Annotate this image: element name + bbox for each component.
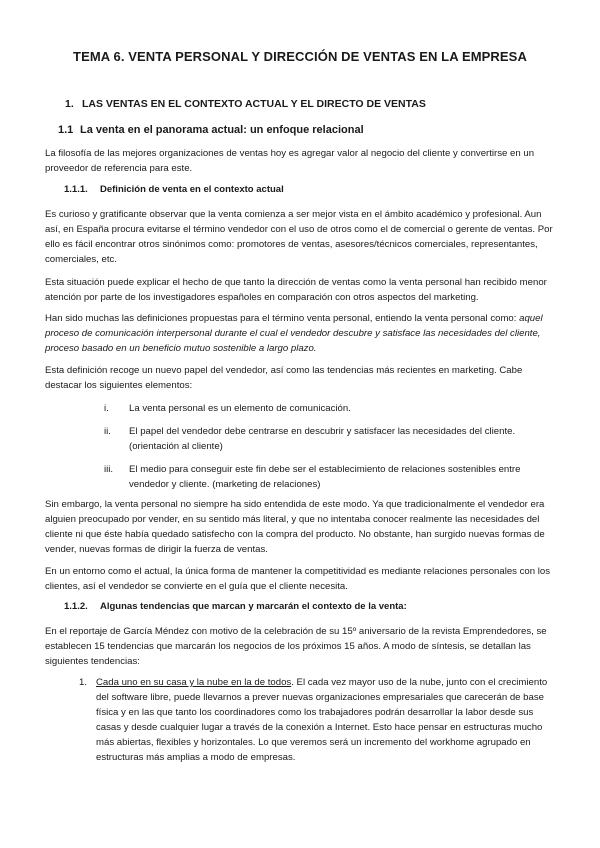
paragraph-philosophy: La filosofía de las mejores organizaciones de ventas hoy es agregar valor al negocio del cliente y convertirse en un proveedor de referencia para este. (45, 148, 535, 174)
section-heading-1-1-2 (64, 601, 407, 612)
list-text: El medio para conseguir este fin debe ser el establecimiento de relaciones sostenibles entre vendedor y cliente. (marketing de relaciones) (129, 464, 521, 490)
paragraph-report: En el reportaje de García Méndez con motivo de la celebración de su 15º aniversario de la revista Emprendedores, se establecen 15 tendencias que marcarán los negocios de los próximos 15 años. A modo de síntesis, se detallan las siguientes tendencias: (45, 626, 547, 667)
list-marker: i. (104, 403, 109, 414)
list-text: El papel del vendedor debe centrarse en descubrir y satisfacer las necesidades del cliente. (orientación al cliente) (129, 426, 516, 452)
section-heading-1-1 (58, 124, 364, 136)
paragraph-environment: En un entorno como el actual, la única forma de mantener la competitividad es mediante relaciones personales con los clientes, así el vendedor se convierte en el guía que el cliente necesita. (45, 566, 551, 592)
page-title: TEMA 6. VENTA PERSONAL Y DIRECCIÓN DE VENTAS EN LA EMPRESA (73, 49, 527, 64)
list-marker: 1. (79, 677, 88, 688)
paragraph-curious: Es curioso y gratificante observar que la venta comienza a ser mejor vista en el ámbito académico y profesional. Aun así, en España procura evitarse el término vendedor con el uso de otros como el de comercial o gerente de ventas. Por ello es fácil encontrar otros sinónimos como: promotores de ventas, asesores/técnicos comerciales, representantes, comerciales, etc. (45, 209, 553, 265)
section-title: LAS VENTAS EN EL CONTEXTO ACTUAL Y EL DIRECTO DE VENTAS (82, 98, 426, 110)
trend-body: . El cada vez mayor uso de la nube, junto con el crecimiento del software libre, puede llevarnos a prever nuevas organizaciones empresariales que carecerán de base física y en las que tanto los coordinadores como los trabajadores podrán desarrollar la labor desde sus casas y desde cualquier lugar a través de la conexión a Internet. Esto hace pensar en estructuras mucho más abiertas, flexibles y horizontales. Lo que veremos será un incremento del workhome agrupado en estructuras más amplias a modo de empresas. (96, 677, 548, 763)
section-heading-1-1-1 (64, 184, 284, 195)
section-heading-1 (65, 98, 426, 110)
trend-title: Cada uno en su casa y la nube en la de todos (96, 677, 292, 688)
paragraph-new-role: Esta definición recoge un nuevo papel del vendedor, así como las tendencias más recientes en marketing. Cabe destacar los siguientes elementos: (45, 365, 523, 391)
paragraph-definitions (45, 311, 555, 356)
list-text: La venta personal es un elemento de comunicación. (129, 403, 351, 414)
section-title: La venta en el panorama actual: un enfoque relacional (80, 124, 364, 136)
section-number: 1.1 (58, 124, 74, 136)
paragraph-however: Sin embargo, la venta personal no siempre ha sido entendida de este modo. Ya que tradicionalmente el vendedor era alguien preocupado por vender, en su sentido más literal, y que no intentaba conocer realmente las necesidades del cliente ni que éste había quedado satisfecho con la compra del producto. No obstante, han surgido nuevas formas de vender, nuevas formas de dirigir la fuerza de ventas. (45, 499, 545, 555)
section-title: Definición de venta en el contexto actual (100, 184, 284, 195)
section-number: 1. (65, 98, 74, 110)
paragraph-situation: Esta situación puede explicar el hecho de que tanto la dirección de ventas como la venta personal han recibido menor atención por parte de los investigadores españoles en comparación con otros aspectos del marketing. (45, 277, 547, 303)
section-number: 1.1.1. (64, 184, 88, 195)
section-number: 1.1.2. (64, 601, 88, 612)
definition-intro: Han sido muchas las definiciones propuestas para el término venta personal, entiendo la venta personal como: (45, 313, 517, 324)
section-title: Algunas tendencias que marcan y marcarán el contexto de la venta: (100, 601, 407, 612)
list-marker: iii. (104, 464, 114, 475)
definition-quote: aquel proceso de comunicación interpersonal durante el cual el vendedor descubre y satisface las necesidades del cliente, proceso basado en un beneficio mutuo sostenible a largo plazo. (45, 313, 543, 354)
list-text (96, 675, 558, 765)
list-marker: ii. (104, 426, 111, 437)
